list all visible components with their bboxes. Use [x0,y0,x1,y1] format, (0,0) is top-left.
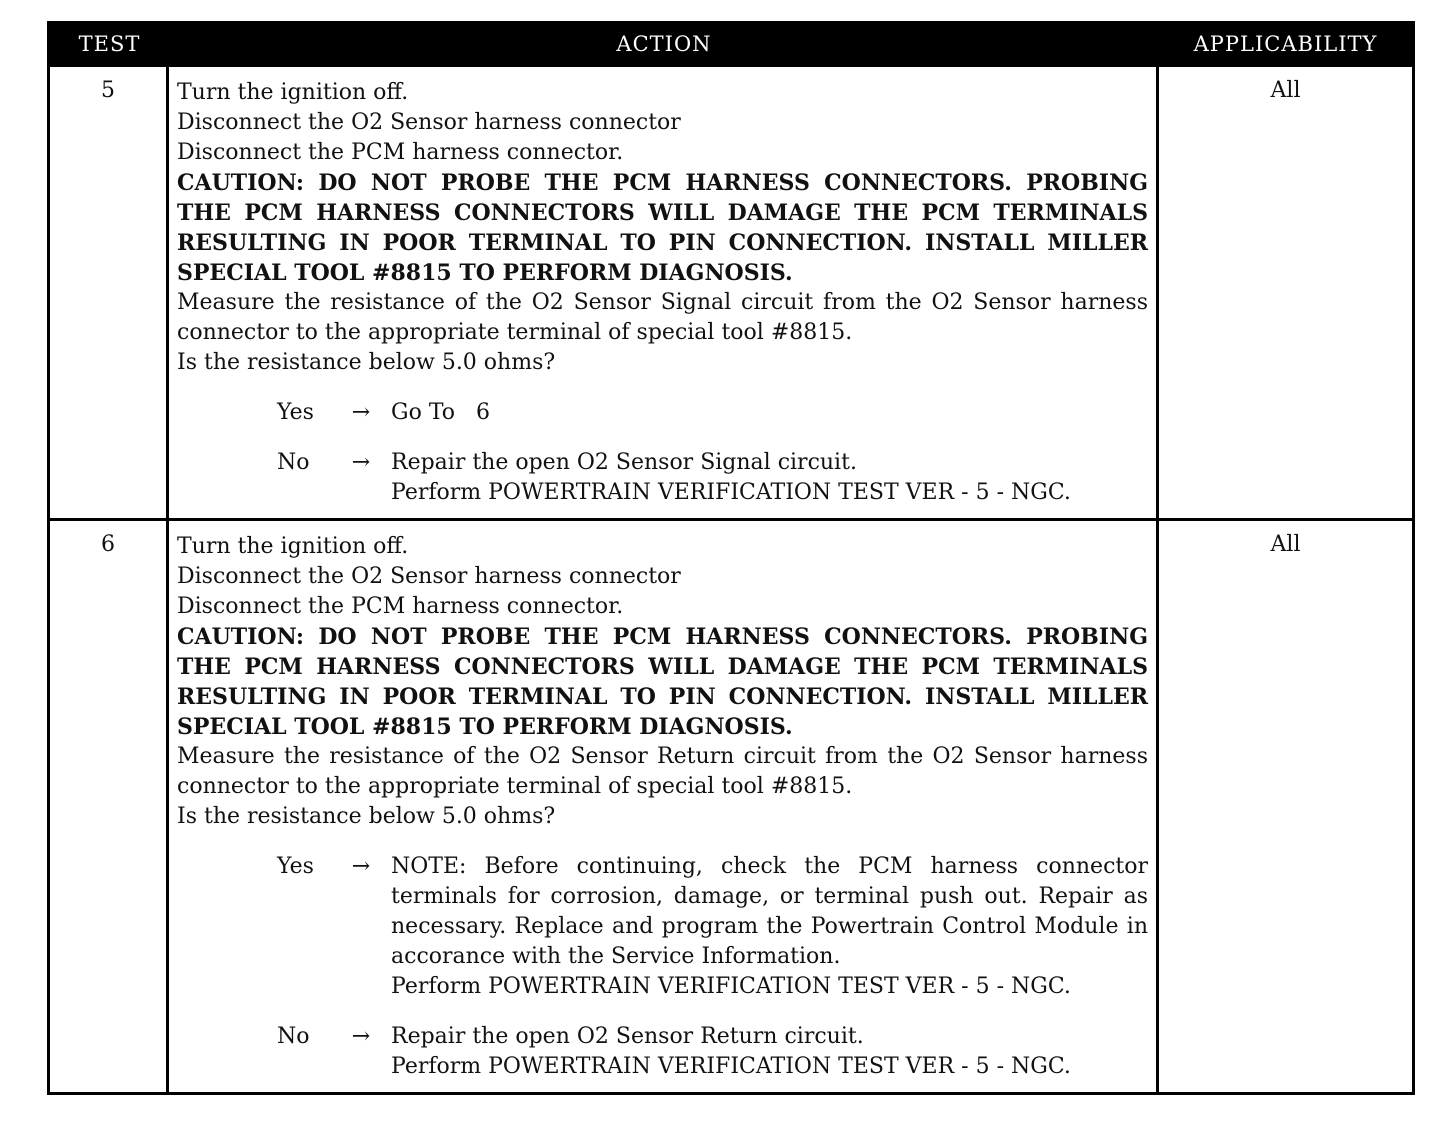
header-action: ACTION [616,32,712,56]
no-perform-text: Perform POWERTRAIN VERIFICATION TEST VER - 5 - NGC. [391,1054,1071,1079]
no-text: Repair the open O2 Sensor Signal circuit. [391,450,857,475]
step-line: Disconnect the PCM harness connector. [177,140,624,165]
no-perform-text: Perform POWERTRAIN VERIFICATION TEST VER - 5 - NGC. [391,480,1071,505]
yes-perform-text: Perform POWERTRAIN VERIFICATION TEST VER - 5 - NGC. [391,974,1071,999]
measure-text: Measure the resistance of the O2 Sensor Signal circuit from the O2 Sensor harness connector to the appropriate terminal of special tool #8815. [177,290,1148,345]
test-number: 5 [50,67,169,518]
caution-text: CAUTION: DO NOT PROBE THE PCM HARNESS CONNECTORS. PROBING THE PCM HARNESS CONNECTORS WILL DAMAGE THE PCM TERMINALS RESULTING IN POOR TERMINAL TO PIN CONNECTION. INSTALL MILLER SPECIAL TOOL #8815 TO PERFORM DIAGNOSIS. [177,170,1148,286]
no-result [177,1022,1148,1082]
no-result [177,448,1148,508]
step-line: Turn the ignition off. [177,80,409,105]
no-label: No [277,450,310,475]
no-body [391,1022,1148,1082]
arrow-icon: → [351,854,371,879]
yes-text: Go To 6 [391,400,490,425]
yes-note-text: NOTE: Before continuing, check the PCM harness connector terminals for corrosion, damage, or terminal push out. Repair as necessary. Replace and program the Powertrain Control Module in accorance with the Service Information. [391,854,1148,969]
applicability-value: All [1270,532,1301,557]
header-test: TEST [78,32,141,56]
yes-body [391,852,1148,1002]
header-applicability: APPLICABILITY [1193,32,1378,56]
applicability-value: All [1270,78,1301,103]
arrow-icon: → [351,400,371,425]
table-row [50,64,1412,518]
table-row [50,518,1412,1092]
table-header [50,24,1412,64]
question-text: Is the resistance below 5.0 ohms? [177,804,556,829]
yes-result [177,852,1148,1002]
yes-label: Yes [277,400,314,425]
yes-result [177,398,1148,428]
step-line: Disconnect the O2 Sensor harness connector [177,564,681,589]
yes-label: Yes [277,854,314,879]
test-number: 6 [50,521,169,1092]
no-text: Repair the open O2 Sensor Return circuit. [391,1024,864,1049]
arrow-icon: → [351,1024,371,1049]
question-text: Is the resistance below 5.0 ohms? [177,350,556,375]
step-line: Disconnect the O2 Sensor harness connector [177,110,681,135]
no-label: No [277,1024,310,1049]
step-line: Turn the ignition off. [177,534,409,559]
measure-text: Measure the resistance of the O2 Sensor Return circuit from the O2 Sensor harness connector to the appropriate terminal of special tool #8815. [177,744,1148,799]
no-body [391,448,1148,508]
arrow-icon: → [351,450,371,475]
action-cell [169,521,1159,1092]
action-cell [169,67,1159,518]
diagnostic-table [47,21,1415,1095]
step-line: Disconnect the PCM harness connector. [177,594,624,619]
caution-text: CAUTION: DO NOT PROBE THE PCM HARNESS CONNECTORS. PROBING THE PCM HARNESS CONNECTORS WILL DAMAGE THE PCM TERMINALS RESULTING IN POOR TERMINAL TO PIN CONNECTION. INSTALL MILLER SPECIAL TOOL #8815 TO PERFORM DIAGNOSIS. [177,624,1148,740]
